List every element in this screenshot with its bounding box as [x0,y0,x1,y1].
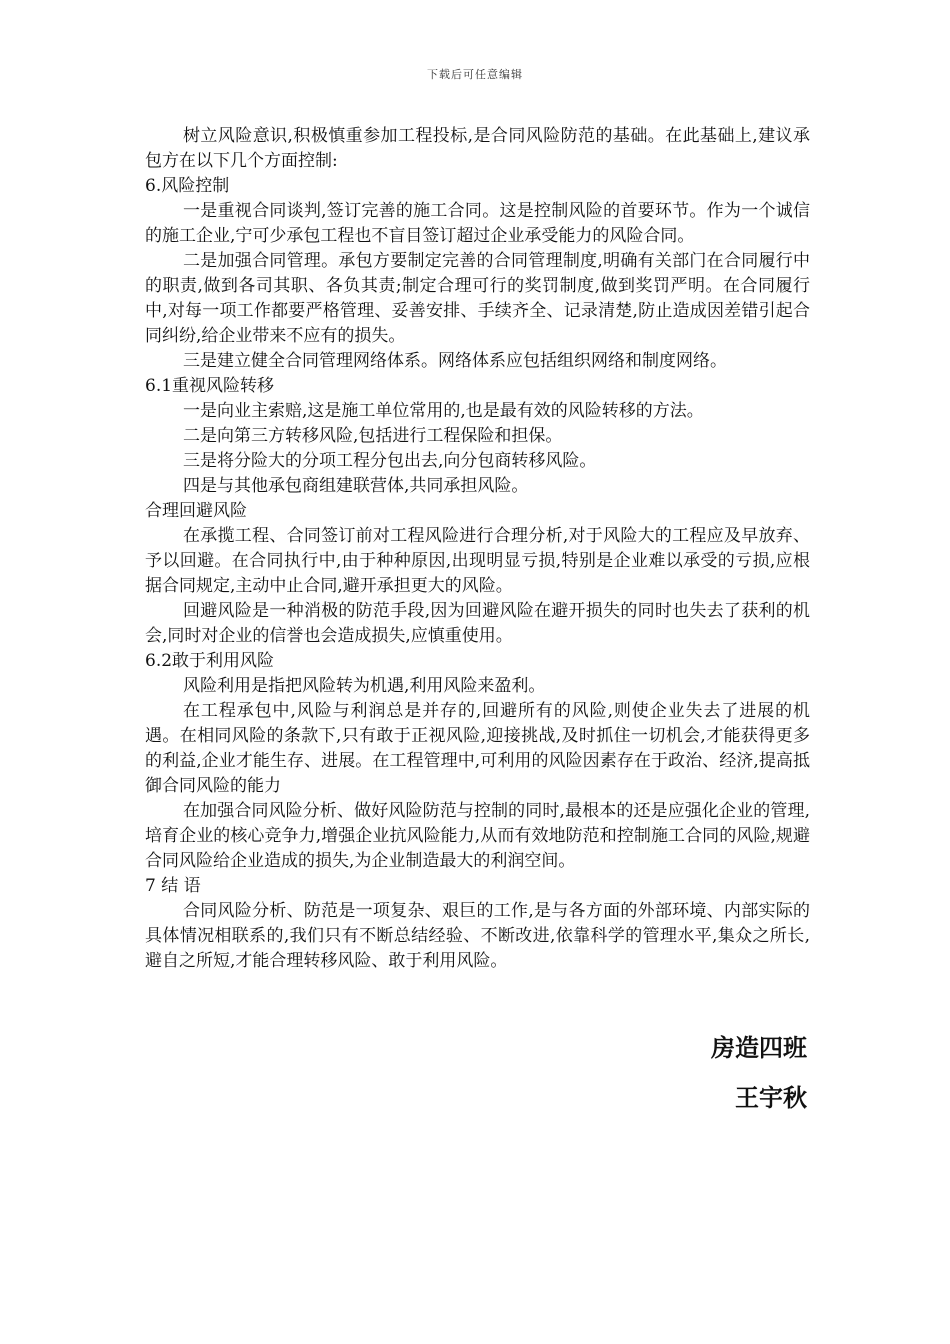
paragraph: 回避风险是一种消极的防范手段,因为回避风险在避开损失的同时也失去了获利的机会,同时对企业的信誉也会造成损失,应慎重使用。 [145,601,810,646]
signature-author: 王宇秋 [735,1084,807,1112]
paragraph: 三是建立健全合同管理网络体系。网络体系应包括组织网络和制度网络。 [183,351,727,371]
paragraph: 在工程承包中,风险与利润总是并存的,回避所有的风险,则使企业失去了进展的机遇。在相同风险的条款下,只有敢于正视风险,迎接挑战,及时抓住一切机会,才能获得更多的利益,企业才能生存、进展。在工程管理中,可利用的风险因素存在于政治、经济,提高抵御合同风险的能力 [145,701,810,796]
signature-class: 房造四班 [711,1034,807,1062]
section-heading: 6.2敢于利用风险 [145,651,275,671]
paragraph: 树立风险意识,积极慎重参加工程投标,是合同风险防范的基础。在此基础上,建议承包方在以下几个方面控制: [145,126,810,171]
paragraph: 合同风险分析、防范是一项复杂、艰巨的工作,是与各方面的外部环境、内部实际的具体情况相联系的,我们只有不断总结经验、不断改进,依靠科学的管理水平,集众之所长,避自之所短,才能合理转移风险、敢于利用风险。 [145,901,810,971]
section-heading: 6.风险控制 [145,176,230,196]
paragraph: 三是将分险大的分项工程分包出去,向分包商转移风险。 [183,451,597,471]
paragraph: 四是与其他承包商组建联营体,共同承担风险。 [183,476,529,496]
document-body [145,124,810,974]
paragraph: 在加强合同风险分析、做好风险防范与控制的同时,最根本的还是应强化企业的管理,培育企业的核心竞争力,增强企业抗风险能力,从而有效地防范和控制施工合同的风险,规避合同风险给企业造成的损失,为企业制造最大的利润空间。 [145,801,810,871]
paragraph: 风险利用是指把风险转为机遇,利用风险来盈利。 [183,676,546,696]
paragraph: 二是向第三方转移风险,包括进行工程保险和担保。 [183,426,563,446]
page-header: 下载后可任意编辑 [427,68,523,81]
paragraph: 在承揽工程、合同签订前对工程风险进行合理分析,对于风险大的工程应及早放弃、予以回避。在合同执行中,由于种种原因,出现明显亏损,特别是企业难以承受的亏损,应根据合同规定,主动中止合同,避开承担更大的风险。 [145,526,810,596]
section-heading: 合理回避风险 [145,501,247,521]
section-heading: 7 结 语 [145,876,201,896]
section-heading: 6.1重视风险转移 [145,376,275,396]
paragraph: 一是向业主索赔,这是施工单位常用的,也是最有效的风险转移的方法。 [183,401,704,421]
paragraph: 二是加强合同管理。承包方要制定完善的合同管理制度,明确有关部门在合同履行中的职责,做到各司其职、各负其责;制定合理可行的奖罚制度,做到奖罚严明。在合同履行中,对每一项工作都要严格管理、妥善安排、手续齐全、记录清楚,防止造成因差错引起合同纠纷,给企业带来不应有的损失。 [145,251,810,346]
paragraph: 一是重视合同谈判,签订完善的施工合同。这是控制风险的首要环节。作为一个诚信的施工企业,宁可少承包工程也不盲目签订超过企业承受能力的风险合同。 [145,201,810,246]
